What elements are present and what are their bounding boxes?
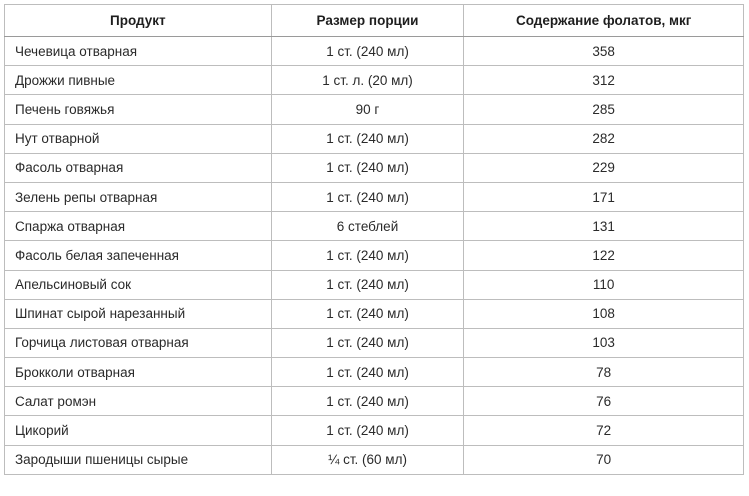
cell-product: Чечевица отварная: [5, 37, 272, 66]
cell-folate: 78: [464, 358, 744, 387]
cell-product: Апельсиновый сок: [5, 270, 272, 299]
header-serving-size: Размер порции: [271, 5, 464, 37]
cell-serving-size: 1 ст. (240 мл): [271, 124, 464, 153]
cell-serving-size: 1 ст. (240 мл): [271, 416, 464, 445]
table-row: [5, 95, 744, 124]
table-row: [5, 241, 744, 270]
cell-serving-size: 1 ст. (240 мл): [271, 270, 464, 299]
table-row: [5, 299, 744, 328]
cell-folate: 70: [464, 445, 744, 474]
table-row: [5, 37, 744, 66]
cell-product: Шпинат сырой нарезанный: [5, 299, 272, 328]
cell-product: Спаржа отварная: [5, 212, 272, 241]
cell-product: Печень говяжья: [5, 95, 272, 124]
cell-serving-size: ¼ ст. (60 мл): [271, 445, 464, 474]
cell-product: Фасоль белая запеченная: [5, 241, 272, 270]
cell-folate: 108: [464, 299, 744, 328]
cell-folate: 282: [464, 124, 744, 153]
cell-product: Зелень репы отварная: [5, 182, 272, 211]
table-row: [5, 445, 744, 474]
table-row: [5, 270, 744, 299]
cell-serving-size: 1 ст. (240 мл): [271, 358, 464, 387]
folate-table: [4, 4, 744, 475]
table-row: [5, 212, 744, 241]
cell-folate: 72: [464, 416, 744, 445]
cell-serving-size: 1 ст. (240 мл): [271, 182, 464, 211]
cell-serving-size: 90 г: [271, 95, 464, 124]
table-row: [5, 387, 744, 416]
cell-folate: 171: [464, 182, 744, 211]
cell-serving-size: 1 ст. (240 мл): [271, 153, 464, 182]
cell-product: Брокколи отварная: [5, 358, 272, 387]
cell-serving-size: 1 ст. л. (20 мл): [271, 66, 464, 95]
table-row: [5, 328, 744, 357]
cell-folate: 110: [464, 270, 744, 299]
cell-folate: 103: [464, 328, 744, 357]
table-row: [5, 358, 744, 387]
table-row: [5, 66, 744, 95]
cell-folate: 358: [464, 37, 744, 66]
cell-serving-size: 1 ст. (240 мл): [271, 299, 464, 328]
header-folate-content: Содержание фолатов, мкг: [464, 5, 744, 37]
cell-product: Цикорий: [5, 416, 272, 445]
header-product: Продукт: [5, 5, 272, 37]
cell-product: Фасоль отварная: [5, 153, 272, 182]
cell-product: Горчица листовая отварная: [5, 328, 272, 357]
cell-folate: 229: [464, 153, 744, 182]
cell-serving-size: 1 ст. (240 мл): [271, 328, 464, 357]
table-header: [5, 5, 744, 37]
cell-product: Нут отварной: [5, 124, 272, 153]
table-row: [5, 416, 744, 445]
cell-serving-size: 6 стеблей: [271, 212, 464, 241]
cell-folate: 131: [464, 212, 744, 241]
cell-serving-size: 1 ст. (240 мл): [271, 387, 464, 416]
cell-folate: 122: [464, 241, 744, 270]
cell-product: Дрожжи пивные: [5, 66, 272, 95]
cell-serving-size: 1 ст. (240 мл): [271, 241, 464, 270]
table-row: [5, 153, 744, 182]
cell-product: Зародыши пшеницы сырые: [5, 445, 272, 474]
cell-serving-size: 1 ст. (240 мл): [271, 37, 464, 66]
cell-folate: 312: [464, 66, 744, 95]
table-row: [5, 124, 744, 153]
cell-product: Салат ромэн: [5, 387, 272, 416]
cell-folate: 285: [464, 95, 744, 124]
header-row: [5, 5, 744, 37]
table-row: [5, 182, 744, 211]
table-body: [5, 37, 744, 475]
cell-folate: 76: [464, 387, 744, 416]
